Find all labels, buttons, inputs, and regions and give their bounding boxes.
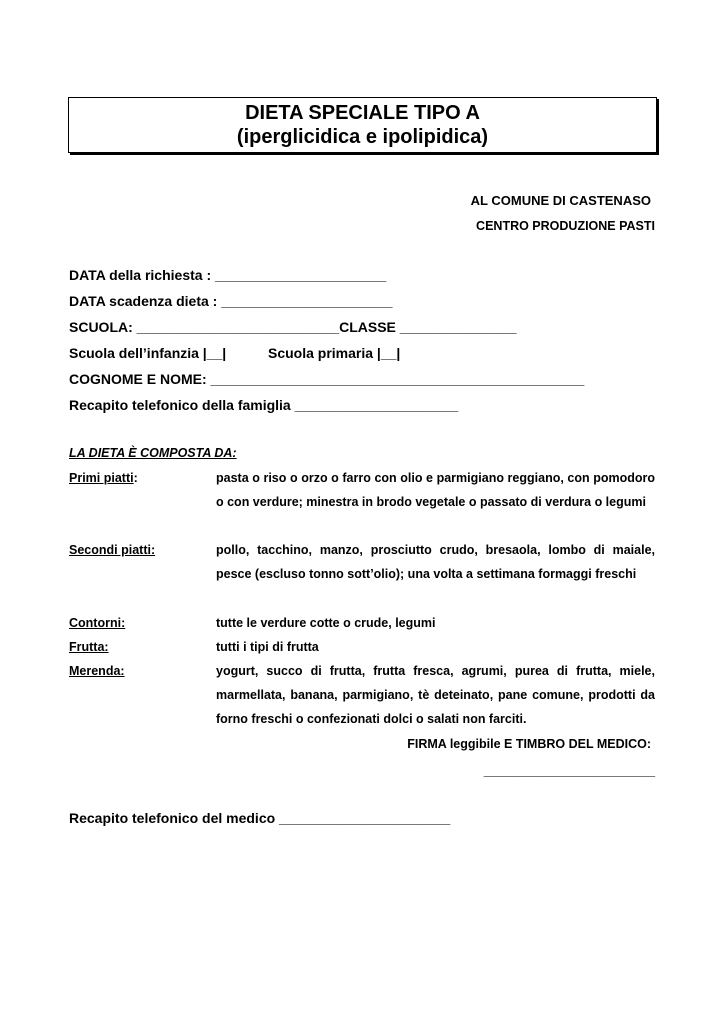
page-subtitle: (iperglicidica e ipolipidica) bbox=[236, 126, 489, 148]
diet-text-merenda: yogurt, succo di frutta, frutta fresca, agrumi, purea di frutta, miele, marmellata, banana, parmigiano, tè deteinato, pane comune, prodotti da forno freschi o confezionati dolci o salati non farciti. bbox=[216, 664, 655, 726]
signature-line[interactable]: ______________________ bbox=[483, 762, 655, 778]
diet-section-title: LA DIETA È COMPOSTA DA: bbox=[69, 446, 237, 460]
diet-text-secondi: pollo, tacchino, manzo, prosciutto crudo, bresaola, lombo di maiale, pesce (escluso tonno sott’olio); una volta a settimana formaggi freschi bbox=[216, 543, 655, 581]
field-scuola-classe[interactable]: SCUOLA: __________________________CLASSE _______________ bbox=[69, 319, 517, 335]
recipient-line1: AL COMUNE DI CASTENASO bbox=[470, 193, 651, 208]
diet-label-secondi: Secondi piatti: bbox=[69, 543, 156, 557]
field-recapito-famiglia[interactable]: Recapito telefonico della famiglia _____________________ bbox=[69, 397, 459, 413]
diet-label-merenda: Merenda: bbox=[69, 664, 125, 678]
field-data-richiesta[interactable]: DATA della richiesta : ______________________ bbox=[69, 267, 387, 283]
diet-label-primi-suffix: : bbox=[133, 471, 138, 485]
diet-label-frutta: Frutta: bbox=[69, 640, 109, 654]
checkbox-scuola-primaria[interactable]: Scuola primaria |__| bbox=[268, 345, 401, 361]
field-data-scadenza[interactable]: DATA scadenza dieta : ______________________ bbox=[69, 293, 393, 309]
recipient-line2: CENTRO PRODUZIONE PASTI bbox=[476, 219, 655, 233]
signature-label: FIRMA leggibile E TIMBRO DEL MEDICO: bbox=[407, 737, 651, 751]
field-cognome-nome[interactable]: COGNOME E NOME: ________________________________________________ bbox=[69, 371, 585, 387]
diet-label-primi-text: Primi piatti bbox=[69, 471, 134, 485]
diet-label-primi bbox=[69, 471, 138, 485]
page-title: DIETA SPECIALE TIPO A bbox=[245, 102, 480, 124]
field-recapito-medico[interactable]: Recapito telefonico del medico ______________________ bbox=[69, 810, 451, 826]
diet-text-primi: pasta o riso o orzo o farro con olio e parmigiano reggiano, con pomodoro o con verdure; minestra in brodo vegetale o passato di verdura o legumi bbox=[216, 471, 655, 509]
checkbox-scuola-infanzia[interactable]: Scuola dell’infanzia |__| bbox=[69, 345, 227, 361]
title-box bbox=[68, 97, 657, 153]
diet-text-frutta: tutti i tipi di frutta bbox=[216, 640, 319, 654]
diet-label-contorni: Contorni: bbox=[69, 616, 126, 630]
diet-text-contorni: tutte le verdure cotte o crude, legumi bbox=[216, 616, 436, 630]
